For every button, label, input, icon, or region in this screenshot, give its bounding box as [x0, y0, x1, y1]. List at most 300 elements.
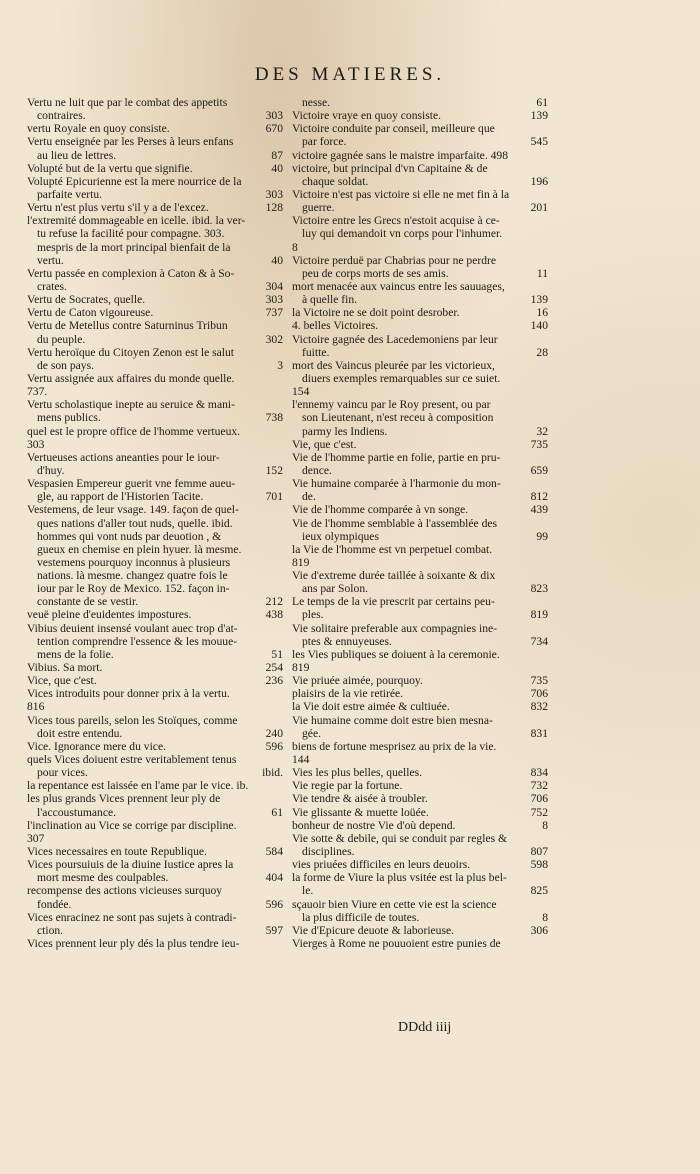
index-line — [292, 806, 548, 819]
index-line — [292, 766, 548, 779]
page-reference: 32 — [536, 424, 548, 438]
page-reference: 140 — [530, 319, 548, 333]
page-reference: 16 — [536, 306, 548, 320]
index-entry-text: Vie, que c'est. — [292, 437, 357, 451]
index-line — [292, 333, 548, 346]
index-line — [292, 359, 548, 372]
index-entry-text: au lieu de lettres. — [37, 148, 117, 162]
index-line — [27, 333, 283, 346]
index-entry-text: vestemens pourquoy inconnus à plusieurs — [37, 555, 231, 569]
index-line — [292, 858, 548, 871]
page-reference: 303 — [265, 293, 283, 307]
index-line — [27, 766, 283, 779]
index-entry-text: Vie d'extreme durée taillée à soixante & dix — [292, 569, 496, 583]
index-line — [292, 306, 548, 319]
index-entry-text: par force. — [302, 135, 347, 149]
index-entry-text: Vices prennent leur ply dés la plus tendre ieu- — [27, 937, 240, 950]
index-entry-text: 307 — [27, 831, 45, 845]
page-reference: 706 — [530, 687, 548, 701]
index-line — [27, 700, 283, 713]
page-reference: 212 — [265, 595, 283, 609]
index-entry-text: Vertu n'est plus vertu s'il y a de l'excez. — [27, 201, 209, 215]
page-reference: 196 — [530, 174, 548, 188]
page-reference: 404 — [265, 871, 283, 885]
index-entry-text: 819 — [292, 661, 310, 675]
index-line — [27, 188, 283, 201]
index-entry-text: Vices tous pareils, selon les Stoïques, comme — [27, 713, 238, 727]
page-reference: 438 — [265, 608, 283, 622]
index-line — [27, 845, 283, 858]
index-line — [292, 871, 548, 884]
index-line — [27, 806, 283, 819]
index-entry-text: l'ennemy vaincu par le Roy present, ou par — [292, 398, 491, 412]
signature-mark: DDdd iiij — [398, 1020, 452, 1035]
index-line — [292, 714, 548, 727]
index-entry-text: de. — [302, 490, 316, 504]
index-line — [27, 661, 283, 674]
index-entry-text: gle, au rapport de l'Historien Tacite. — [37, 490, 204, 504]
index-line — [292, 661, 548, 674]
index-line — [27, 898, 283, 911]
index-line — [27, 162, 283, 175]
index-line — [292, 517, 548, 530]
index-entry-text: les plus grands Vices prennent leur ply de — [27, 792, 221, 806]
index-line — [292, 96, 548, 109]
index-entry-text: victoire gagnée sans le maistre imparfaite. 498 — [292, 148, 509, 162]
index-entry-text: le. — [302, 884, 314, 898]
index-entry-text: recompense des actions vicieuses surquoy — [27, 884, 223, 898]
index-entry-text: Vie d'Epicure deuote & laborieuse. — [292, 923, 455, 937]
index-entry-text: quels Vices doiuent estre veritablement tenus — [27, 753, 237, 767]
page-reference: ibid. — [262, 766, 283, 780]
index-entry-text: 816 — [27, 700, 45, 714]
page-reference: 706 — [530, 792, 548, 806]
page-reference: 28 — [536, 345, 548, 359]
index-entry-text: plaisirs de la vie retirée. — [292, 687, 404, 701]
index-entry-text: nations. là mesme. changez quatre fois le — [37, 569, 228, 583]
index-line — [27, 293, 283, 306]
index-entry-text: nesse. — [302, 96, 331, 109]
index-entry-text: Vibius deuient insensé voulant auec trop d'at- — [27, 621, 238, 635]
index-line — [27, 438, 283, 451]
index-line — [292, 595, 548, 608]
page-reference: 584 — [265, 845, 283, 859]
index-line — [27, 96, 283, 109]
index-line — [292, 109, 548, 122]
index-entry-text: Vies les plus belles, quelles. — [292, 766, 423, 780]
index-line — [27, 648, 283, 661]
index-entry-text: 4. belles Victoires. — [292, 319, 379, 333]
index-line — [292, 346, 548, 359]
index-entry-text: l'extremité dommageable en icelle. ibid. la ver- — [27, 214, 246, 228]
index-entry-text: Vie regie par la fortune. — [292, 779, 403, 793]
index-entry-text: tention comprendre l'essence & les mouue- — [37, 634, 238, 648]
index-line — [292, 122, 548, 135]
index-entry-text: Vierges à Rome ne pouuoient estre punies de — [292, 937, 501, 950]
index-line — [292, 674, 548, 687]
index-entry-text: veuë pleine d'euidentes impostures. — [27, 608, 192, 622]
index-line — [292, 477, 548, 490]
running-title: DES MATIERES. — [254, 64, 446, 85]
index-line — [27, 911, 283, 924]
index-entry-text: constante de se vestir. — [37, 595, 139, 609]
index-line — [27, 779, 283, 792]
index-entry-text: Vertueuses actions aneanties pour le iour- — [27, 450, 220, 464]
index-entry-text: la Vie de l'homme est vn perpetuel combat. — [292, 542, 493, 556]
index-line — [292, 464, 548, 477]
index-entry-text: Vie sotte & debile, qui se conduit par regles & — [292, 831, 508, 845]
index-entry-text: de son pays. — [37, 358, 94, 372]
index-line — [292, 832, 548, 845]
page-reference: 128 — [265, 201, 283, 215]
index-line — [27, 135, 283, 148]
index-line — [27, 635, 283, 648]
page-reference: 597 — [265, 923, 283, 937]
index-entry-text: Victoire vraye en quoy consiste. — [292, 109, 442, 123]
index-line — [292, 451, 548, 464]
index-entry-text: mort des Vaincus pleurée par les victorieux, — [292, 358, 495, 372]
page-reference: 240 — [265, 726, 283, 740]
page-reference: 545 — [530, 135, 548, 149]
index-entry-text: Vertu de Socrates, quelle. — [27, 293, 146, 307]
index-entry-text: crates. — [37, 279, 67, 293]
index-line — [292, 411, 548, 424]
index-entry-text: 819 — [292, 555, 310, 569]
index-line — [27, 346, 283, 359]
page-reference: 734 — [530, 634, 548, 648]
index-entry-text: fondée. — [37, 897, 72, 911]
index-line — [27, 227, 283, 240]
index-line — [27, 385, 283, 398]
index-entry-text: vies priuées difficiles en leurs deuoirs. — [292, 858, 471, 872]
index-entry-text: mort mesme des coulpables. — [37, 871, 169, 885]
index-line — [27, 175, 283, 188]
index-entry-text: Vertu heroïque du Citoyen Zenon est le salut — [27, 345, 235, 359]
index-line — [27, 937, 283, 950]
index-line — [27, 753, 283, 766]
page-reference: 61 — [536, 96, 548, 109]
index-entry-text: biens de fortune mesprisez au prix de la vie. — [292, 739, 497, 753]
index-line — [27, 674, 283, 687]
index-entry-text: vertu. — [37, 253, 64, 267]
index-entry-text: mens de la folie. — [37, 647, 114, 661]
index-entry-text: vertu Royale en quoy consiste. — [27, 122, 170, 136]
page-reference: 737 — [265, 306, 283, 320]
index-entry-text: ples. — [302, 608, 324, 622]
index-entry-text: contraires. — [37, 109, 86, 123]
index-entry-text: Vertu passée en complexion à Caton & à So- — [27, 266, 235, 280]
index-line — [27, 411, 283, 424]
index-entry-text: ction. — [37, 923, 64, 937]
index-entry-text: Victoire conduite par conseil, meilleure que — [292, 122, 495, 136]
index-line — [292, 149, 548, 162]
index-line — [27, 425, 283, 438]
index-line — [292, 845, 548, 858]
index-entry-text: Victoire perduë par Chabrias pour ne perdre — [292, 253, 497, 267]
page-reference: 303 — [265, 187, 283, 201]
index-entry-text: les Vies publiques se doiuent à la ceremonie. — [292, 647, 500, 661]
index-line — [292, 937, 548, 950]
index-line — [292, 503, 548, 516]
index-line — [27, 254, 283, 267]
index-line — [27, 517, 283, 530]
index-line — [292, 162, 548, 175]
index-entry-text: Vertu assignée aux affaires du monde quelle. — [27, 371, 235, 385]
index-entry-text: ques nations d'aller tout nuds, quelle. ibid. — [37, 516, 233, 530]
index-line — [292, 530, 548, 543]
index-entry-text: gueux en chemise en plein hyuer. là mesme. — [37, 542, 242, 556]
index-line — [292, 569, 548, 582]
index-entry-text: Vie humaine comparée à l'harmonie du mon- — [292, 477, 501, 491]
index-entry-text: Volupté Epicurienne est la mere nourrice de la — [27, 174, 242, 188]
index-line — [27, 149, 283, 162]
index-line — [27, 792, 283, 805]
index-line — [27, 582, 283, 595]
index-line — [27, 884, 283, 897]
page-reference: 812 — [530, 490, 548, 504]
page-reference: 596 — [265, 897, 283, 911]
index-line — [27, 109, 283, 122]
page-reference: 819 — [530, 608, 548, 622]
index-line — [27, 608, 283, 621]
index-entry-text: Vices enracinez ne sont pas sujets à contradi- — [27, 910, 237, 924]
index-entry-text: Volupté but de la vertu que signifie. — [27, 161, 193, 175]
page-reference: 236 — [265, 674, 283, 688]
index-line — [292, 556, 548, 569]
index-entry-text: diuers exemples remarquables sur ce suiet. — [302, 371, 501, 385]
index-line — [292, 280, 548, 293]
index-entry-text: Vie priuée aimée, pourquoy. — [292, 674, 423, 688]
index-entry-text: Vie solitaire preferable aux compagnies ine- — [292, 621, 498, 635]
page-reference: 40 — [271, 253, 283, 267]
page-reference: 439 — [530, 503, 548, 517]
index-line — [27, 569, 283, 582]
index-entry-text: guerre. — [302, 201, 335, 215]
index-line — [292, 700, 548, 713]
index-entry-text: Vertu enseignée par les Perses à leurs enfans — [27, 135, 234, 149]
index-line — [292, 227, 548, 240]
page-reference: 701 — [265, 490, 283, 504]
index-entry-text: à quelle fin. — [302, 293, 358, 307]
index-entry-text: parmy les Indiens. — [302, 424, 388, 438]
index-entry-text: fuitte. — [302, 345, 330, 359]
index-entry-text: du peuple. — [37, 332, 86, 346]
page-reference: 254 — [265, 661, 283, 675]
index-line — [292, 753, 548, 766]
index-line — [292, 687, 548, 700]
page-reference: 201 — [530, 201, 548, 215]
index-line — [292, 188, 548, 201]
index-entry-text: Vice. Ignorance mere du vice. — [27, 739, 167, 753]
index-line — [292, 727, 548, 740]
index-line — [27, 858, 283, 871]
page-reference: 735 — [530, 437, 548, 451]
index-entry-text: Victoire n'est pas victoire si elle ne met fin à la — [292, 187, 510, 201]
index-line — [27, 372, 283, 385]
index-line — [292, 293, 548, 306]
page-reference: 659 — [530, 463, 548, 477]
page-reference: 304 — [265, 279, 283, 293]
index-line — [27, 359, 283, 372]
index-entry-text: Vibius. Sa mort. — [27, 661, 103, 675]
page-reference: 139 — [530, 109, 548, 123]
index-entry-text: Vie de l'homme comparée à vn songe. — [292, 503, 469, 517]
index-line — [292, 267, 548, 280]
index-entry-text: disciplines. — [302, 845, 355, 859]
page-reference: 598 — [530, 858, 548, 872]
index-entry-text: parfaite vertu. — [37, 187, 103, 201]
index-entry-text: gée. — [302, 726, 321, 740]
index-entry-text: Vie de l'homme partie en folie, partie en pru- — [292, 450, 501, 464]
index-line — [292, 635, 548, 648]
index-entry-text: Vices introduits pour donner prix à la vertu. — [27, 687, 230, 701]
page-reference: 40 — [271, 161, 283, 175]
index-line — [27, 595, 283, 608]
index-entry-text: 8 — [292, 240, 298, 254]
index-line — [292, 319, 548, 332]
index-entry-text: mort menacée aux vaincus entre les sauuages, — [292, 279, 505, 293]
index-line — [27, 464, 283, 477]
page-reference: 738 — [265, 411, 283, 425]
index-entry-text: luy qui demandoit vn corps pour l'inhumer. — [302, 227, 503, 241]
index-entry-text: 303 — [27, 437, 45, 451]
page-reference: 807 — [530, 845, 548, 859]
index-line — [27, 727, 283, 740]
page-reference: 51 — [271, 647, 283, 661]
index-entry-text: l'accoustumance. — [37, 805, 117, 819]
index-entry-text: la Victoire ne se doit point desrober. — [292, 306, 460, 320]
index-entry-text: Vie de l'homme semblable à l'assemblée des — [292, 516, 498, 530]
index-line — [292, 898, 548, 911]
index-line — [27, 556, 283, 569]
index-line — [27, 503, 283, 516]
index-line — [292, 924, 548, 937]
index-column-left — [27, 96, 283, 950]
page-reference: 139 — [530, 293, 548, 307]
index-entry-text: pour vices. — [37, 766, 88, 780]
index-entry-text: peu de corps morts de ses amis. — [302, 266, 449, 280]
index-line — [292, 201, 548, 214]
index-line — [292, 543, 548, 556]
page-reference: 732 — [530, 779, 548, 793]
page-reference: 61 — [271, 805, 283, 819]
index-line — [27, 490, 283, 503]
index-entry-text: la forme de Viure la plus vsitée est la plus bel- — [292, 871, 507, 885]
index-entry-text: ieux olympiques — [302, 529, 379, 543]
page-reference: 670 — [265, 122, 283, 136]
index-line — [292, 372, 548, 385]
index-entry-text: mespris de la mort principal bienfait de la — [37, 240, 231, 254]
index-line — [292, 490, 548, 503]
index-column-right — [292, 96, 548, 950]
index-entry-text: sçauoir bien Viure en cette vie est la science — [292, 897, 497, 911]
index-line — [292, 740, 548, 753]
index-line — [292, 582, 548, 595]
index-line — [292, 438, 548, 451]
index-line — [27, 122, 283, 135]
index-line — [27, 871, 283, 884]
index-entry-text: Vices poursuiuis de la diuine Iustice apres la — [27, 858, 234, 872]
index-entry-text: bonheur de nostre Vie d'où depend. — [292, 818, 456, 832]
page-reference: 596 — [265, 739, 283, 753]
index-line — [292, 425, 548, 438]
index-entry-text: la plus difficile de toutes. — [302, 910, 420, 924]
page-reference: 831 — [530, 726, 548, 740]
index-line — [27, 530, 283, 543]
index-line — [27, 241, 283, 254]
index-entry-text: Vie humaine comme doit estre bien mesna- — [292, 713, 493, 727]
index-entry-text: Vespasien Empereur guerit vne femme aueu- — [27, 477, 236, 491]
index-entry-text: doit estre entendu. — [37, 726, 123, 740]
index-line — [27, 280, 283, 293]
index-line — [292, 214, 548, 227]
index-entry-text: Victoire entre les Grecs n'estoit acquise à ce- — [292, 214, 500, 228]
index-line — [27, 477, 283, 490]
index-line — [27, 740, 283, 753]
index-line — [292, 398, 548, 411]
index-entry-text: 737. — [27, 385, 48, 399]
index-entry-text: Vertu ne luit que par le combat des appetits — [27, 96, 228, 109]
index-entry-text: la repentance est laissée en l'ame par le vice. ib. — [27, 779, 249, 793]
index-line — [292, 622, 548, 635]
index-line — [27, 543, 283, 556]
index-entry-text: Vertu de Metellus contre Saturninus Tribun — [27, 319, 228, 333]
index-entry-text: victoire, but principal d'vn Capitaine & de — [292, 161, 488, 175]
index-line — [292, 884, 548, 897]
index-line — [292, 608, 548, 621]
index-entry-text: Vertu de Caton vigoureuse. — [27, 306, 154, 320]
index-line — [27, 832, 283, 845]
index-entry-text: dence. — [302, 463, 332, 477]
page-reference: 832 — [530, 700, 548, 714]
page-reference: 99 — [536, 529, 548, 543]
index-entry-text: Victoire gagnée des Lacedemoniens par leur — [292, 332, 498, 346]
index-entry-text: l'inclination au Vice se corrige par discipline. — [27, 818, 237, 832]
index-line — [27, 819, 283, 832]
index-entry-text: Vice, que c'est. — [27, 674, 97, 688]
page-reference: 11 — [536, 266, 548, 280]
index-entry-text: son Lieutenant, n'est receu à composition — [302, 411, 494, 425]
page-reference: 87 — [271, 148, 283, 162]
index-entry-text: Vestemens, de leur vsage. 149. façon de quel- — [27, 503, 239, 517]
index-line — [27, 714, 283, 727]
page-reference: 152 — [265, 463, 283, 477]
index-line — [292, 175, 548, 188]
index-line — [27, 267, 283, 280]
index-line — [292, 241, 548, 254]
index-entry-text: ptes & ennuyeuses. — [302, 634, 392, 648]
index-entry-text: 154 — [292, 385, 310, 399]
index-entry-text: d'huy. — [37, 463, 65, 477]
index-entry-text: la Vie doit estre aimée & cultiuée. — [292, 700, 450, 714]
index-line — [292, 135, 548, 148]
page-reference: 823 — [530, 582, 548, 596]
index-line — [27, 319, 283, 332]
index-entry-text: hommes qui vont nuds par deuotion , & — [37, 529, 222, 543]
index-line — [27, 451, 283, 464]
index-entry-text: Vertu scholastique inepte au seruice & mani- — [27, 398, 235, 412]
index-entry-text: iour par le Roy de Mexico. 152. façon in- — [37, 582, 230, 596]
index-entry-text: ans par Solon. — [302, 582, 369, 596]
index-entry-text: Le temps de la vie prescrit par certains peu- — [292, 595, 495, 609]
page-reference: 825 — [530, 884, 548, 898]
page-reference: 834 — [530, 766, 548, 780]
index-line — [27, 214, 283, 227]
page-reference: 752 — [530, 805, 548, 819]
index-entry-text: Vie tendre & aisée à troubler. — [292, 792, 428, 806]
page-reference: 302 — [265, 332, 283, 346]
index-entry-text: Vie glissante & muette loüée. — [292, 805, 429, 819]
